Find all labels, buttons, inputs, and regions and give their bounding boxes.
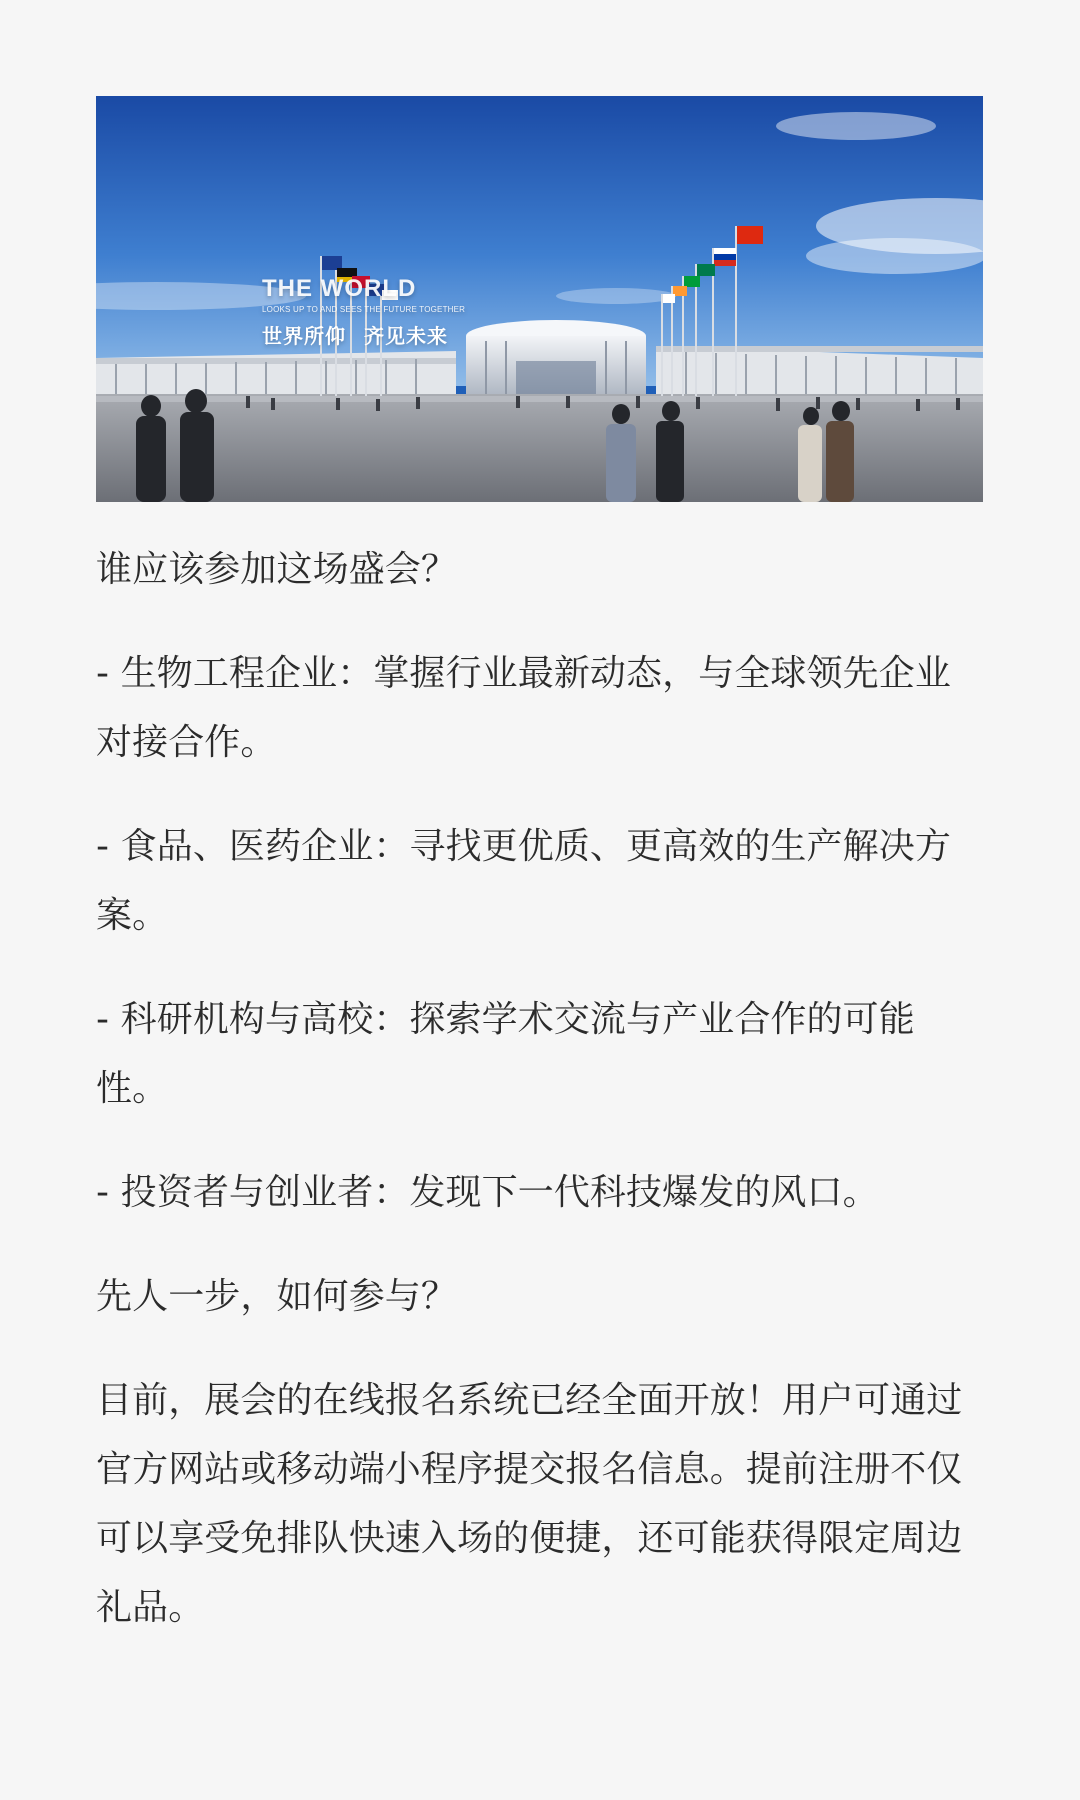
hero-slogan-left: 世界所仰 <box>262 324 346 348</box>
exhibition-center-illustration <box>96 96 983 502</box>
hero-slogan-right: 齐见未来 <box>364 324 448 348</box>
hero-title: THE WORLD <box>262 275 417 302</box>
hero-slogan <box>262 276 465 349</box>
hero-subtitle: LOOKS UP TO AND SEES THE FUTURE TOGETHER <box>262 305 466 314</box>
section-question: 谁应该参加这场盛会？ <box>96 549 458 590</box>
article <box>96 96 983 1642</box>
hero-image <box>96 96 983 502</box>
hero-chinese-slogan <box>262 323 465 349</box>
audience-item-investors: - 投资者与创业者：发现下一代科技爆发的风口。 <box>96 1172 879 1213</box>
audience-item-biotech: - 生物工程企业：掌握行业最新动态，与全球领先企业对接合作。 <box>96 653 951 763</box>
audience-item-food-pharma: - 食品、医药企业：寻找更优质、更高效的生产解决方案。 <box>96 826 951 936</box>
registration-paragraph: 目前，展会的在线报名系统已经全面开放！用户可通过官方网站或移动端小程序提交报名信息。提前注册不仅可以享受免排队快速入场的便捷，还可能获得限定周边礼品。 <box>96 1380 963 1628</box>
section-how-to-join: 先人一步，如何参与？ <box>96 1276 458 1317</box>
audience-item-research: - 科研机构与高校：探索学术交流与产业合作的可能性。 <box>96 999 915 1109</box>
